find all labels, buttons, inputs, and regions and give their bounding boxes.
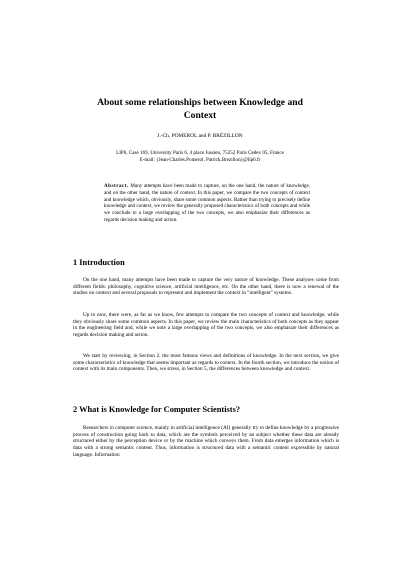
abstract-text: Many attempts have been made to capture, on the one hand, the nature of knowledge, and on the other hand, the nature of context. In this paper, we compare the two concepts of context and knowledge which, obviously, share some common aspects. Rather than trying to precisely define knowledge and context, we review the generally proposed characteristics of both concepts and while we conclude to a large overlapping of the two concepts, we also emphasize their differences as regards decision making and action.: [104, 183, 310, 223]
abstract: [104, 183, 310, 224]
intro-paragraph-1: On the one hand, many attempts have been made to capture the very nature of knowledge. These analyses come from different fields: philosophy, cognitive science, artificial intelligence, etc. On the other hand, there is now a renewal of the studies on context and several proposals to represent and implement the context in "intelligent" systems.: [73, 277, 339, 297]
abstract-keyword: Abstract.: [104, 183, 129, 189]
knowledge-paragraph-1: Researchers in computer science, mainly in artificial intelligence (AI) generally try to define knowledge by a progressive process of construction going back to data, which are the symbols perceived by an subject whether these data are already structured either by the perception device or by the machine which conveys them. From data emerges information which is data with a strong semantic content. Thus, information is structured data with a semantic content expressible by natural language. Information: [73, 425, 339, 458]
affiliation-email: E-mail: {Jean-Charles.Pomerol, Patrick.Brezillon}@lip6.fr: [139, 156, 261, 163]
section-heading-knowledge: 2 What is Knowledge for Computer Scientists?: [73, 405, 241, 414]
section-heading-introduction: 1 Introduction: [73, 258, 125, 267]
affiliation-address: LIP6, Case 169, University Paris 6, 4 place Jussieu, 75252 Paris Cedex 05, France: [116, 150, 284, 156]
intro-paragraph-2: Up to now, there were, as far as we know, few attempts to compare the two concepts of context and knowledge, while they obviously share some common aspects. In this paper, we review the main characteristics of both concepts as they appear in the engineering field and, while we note a large overlapping of the two concepts, we also emphasize their differences as regards decision making and action.: [73, 312, 339, 339]
paper-title: About some relationships between Knowledge and Context: [97, 97, 303, 121]
paper-authors: J.-Ch. POMEROL and P. BRÉZILLON: [157, 133, 243, 139]
author-affiliation: [60, 150, 340, 163]
intro-paragraph-3: We start by reviewing, in Section 2, the most famous views and definitions of knowledge. In the next section, we give some characteristics of knowledge that seems important as regards to context. In the fourth section, we introduce the notion of context with its main components. Then, we stress, in Section 5, the differences between knowledge and context.: [73, 353, 339, 373]
